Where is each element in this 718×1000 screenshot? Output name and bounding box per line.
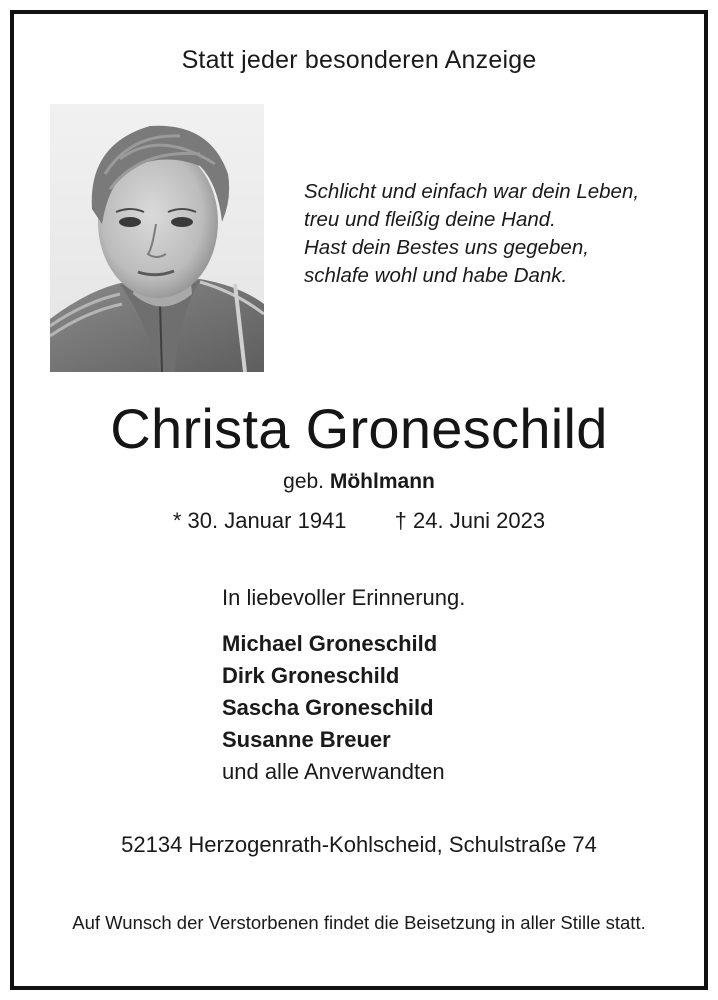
relatives-line: und alle Anverwandten — [222, 759, 445, 784]
mourners-block — [222, 582, 465, 788]
funeral-note: Auf Wunsch der Verstorbenen findet die Beisetzung in aller Stille statt. — [72, 912, 646, 933]
life-dates — [14, 508, 704, 534]
poem-line: treu und fleißig deine Hand. — [304, 208, 556, 231]
mourner-name: Susanne Breuer — [222, 727, 391, 752]
maiden-prefix: geb. — [283, 470, 325, 493]
poem-line: Hast dein Bestes uns gegeben, — [304, 236, 589, 259]
deceased-name: Christa Groneschild — [110, 397, 608, 460]
birth-date: * 30. Januar 1941 — [172, 508, 347, 533]
notice-header: Statt jeder besonderen Anzeige — [181, 46, 537, 74]
portrait-photo — [50, 104, 264, 372]
family-address: 52134 Herzogenrath-Kohlscheid, Schulstraße 74 — [121, 832, 597, 857]
remembrance-text: In liebevoller Erinnerung. — [222, 585, 466, 610]
mourner-name: Michael Groneschild — [222, 631, 438, 656]
poem-line: Schlicht und einfach war dein Leben, — [304, 180, 640, 203]
memorial-poem — [304, 178, 639, 290]
mourner-name: Dirk Groneschild — [222, 663, 400, 688]
poem-line: schlafe wohl und habe Dank. — [304, 264, 568, 287]
death-date: † 24. Juni 2023 — [394, 508, 546, 533]
mourner-name: Sascha Groneschild — [222, 695, 434, 720]
maiden-name-line — [14, 470, 704, 494]
obituary-frame — [10, 10, 708, 990]
maiden-name: Möhlmann — [329, 470, 435, 493]
